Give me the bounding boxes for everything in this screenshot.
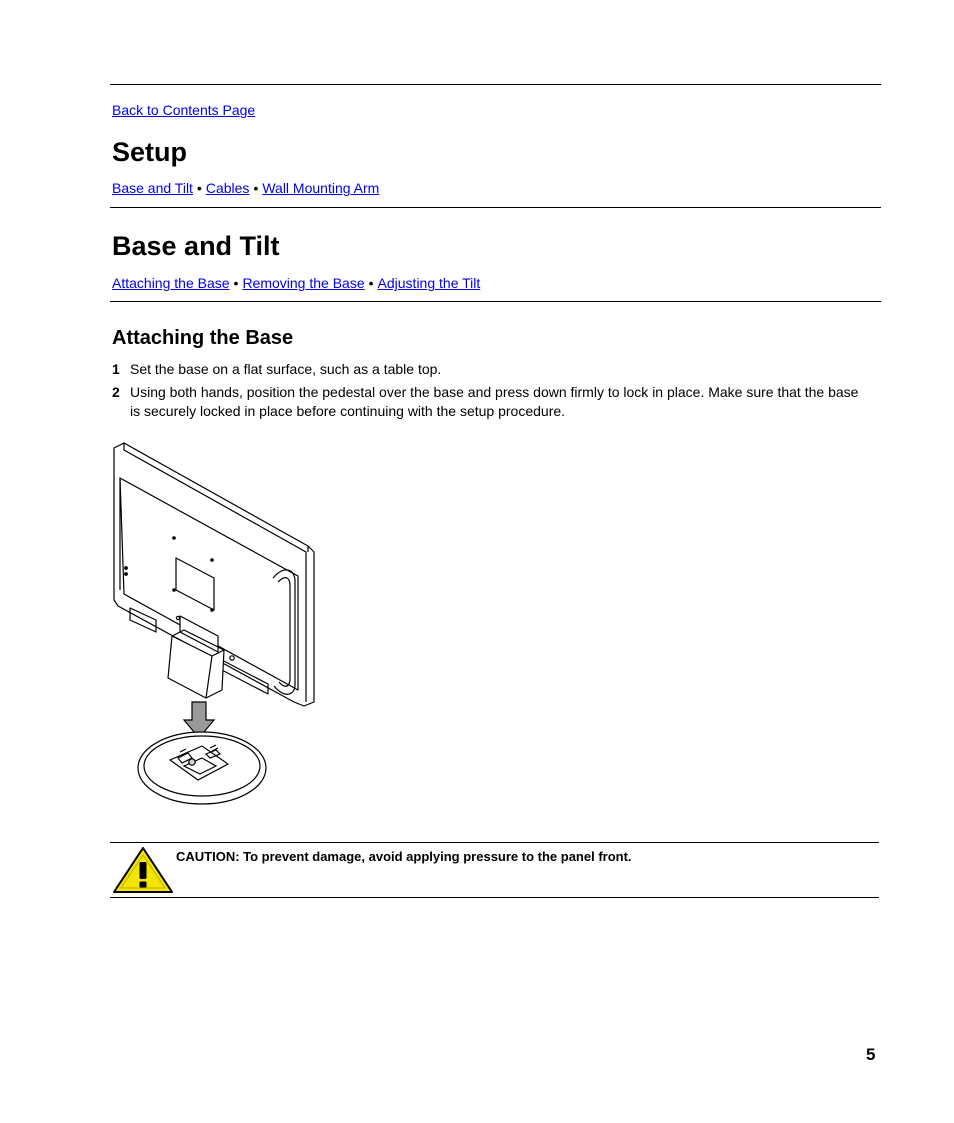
back-link-line	[112, 101, 255, 119]
section-nav	[112, 274, 480, 292]
step-1	[112, 360, 872, 379]
nav-link-wall-mounting-arm[interactable]: Wall Mounting Arm	[262, 180, 380, 196]
subsection-title: Attaching the Base	[112, 327, 294, 349]
nav-separator: •	[196, 180, 202, 196]
nav-link-cables[interactable]: Cables	[205, 180, 250, 196]
nav-link-attaching-the-base[interactable]: Attaching the Base	[112, 275, 230, 291]
step-number: 2	[112, 384, 120, 400]
caution-top-rule	[110, 842, 879, 843]
nav-link-base-and-tilt[interactable]: Base and Tilt	[112, 180, 193, 196]
nav-separator: •	[253, 180, 259, 196]
nav-separator: •	[368, 275, 374, 291]
step-2	[112, 383, 872, 421]
section-title: Base and Tilt	[112, 231, 280, 261]
caution-bottom-rule	[110, 897, 879, 898]
subsection-rule	[110, 301, 881, 302]
step-text: Using both hands, position the pedestal over the base and press down firmly to lock in place. Make sure that the base is securely locked in place before continuing with the setup procedure.	[130, 384, 859, 419]
page-number: 5	[866, 1045, 876, 1064]
nav-link-adjusting-the-tilt[interactable]: Adjusting the Tilt	[377, 275, 481, 291]
caution-text: CAUTION: To prevent damage, avoid applying pressure to the panel front.	[176, 849, 632, 864]
back-to-contents-link[interactable]: Back to Contents Page	[112, 102, 256, 118]
top-rule	[110, 84, 881, 85]
step-number: 1	[112, 361, 120, 377]
step-text: Set the base on a flat surface, such as a table top.	[130, 361, 442, 377]
setup-nav	[112, 179, 379, 197]
warning-triangle-icon	[112, 846, 174, 894]
nav-separator: •	[233, 275, 239, 291]
section-rule	[110, 207, 881, 208]
nav-link-removing-the-base[interactable]: Removing the Base	[242, 275, 365, 291]
monitor-base-illustration	[108, 440, 323, 812]
page-title: Setup	[112, 137, 188, 167]
